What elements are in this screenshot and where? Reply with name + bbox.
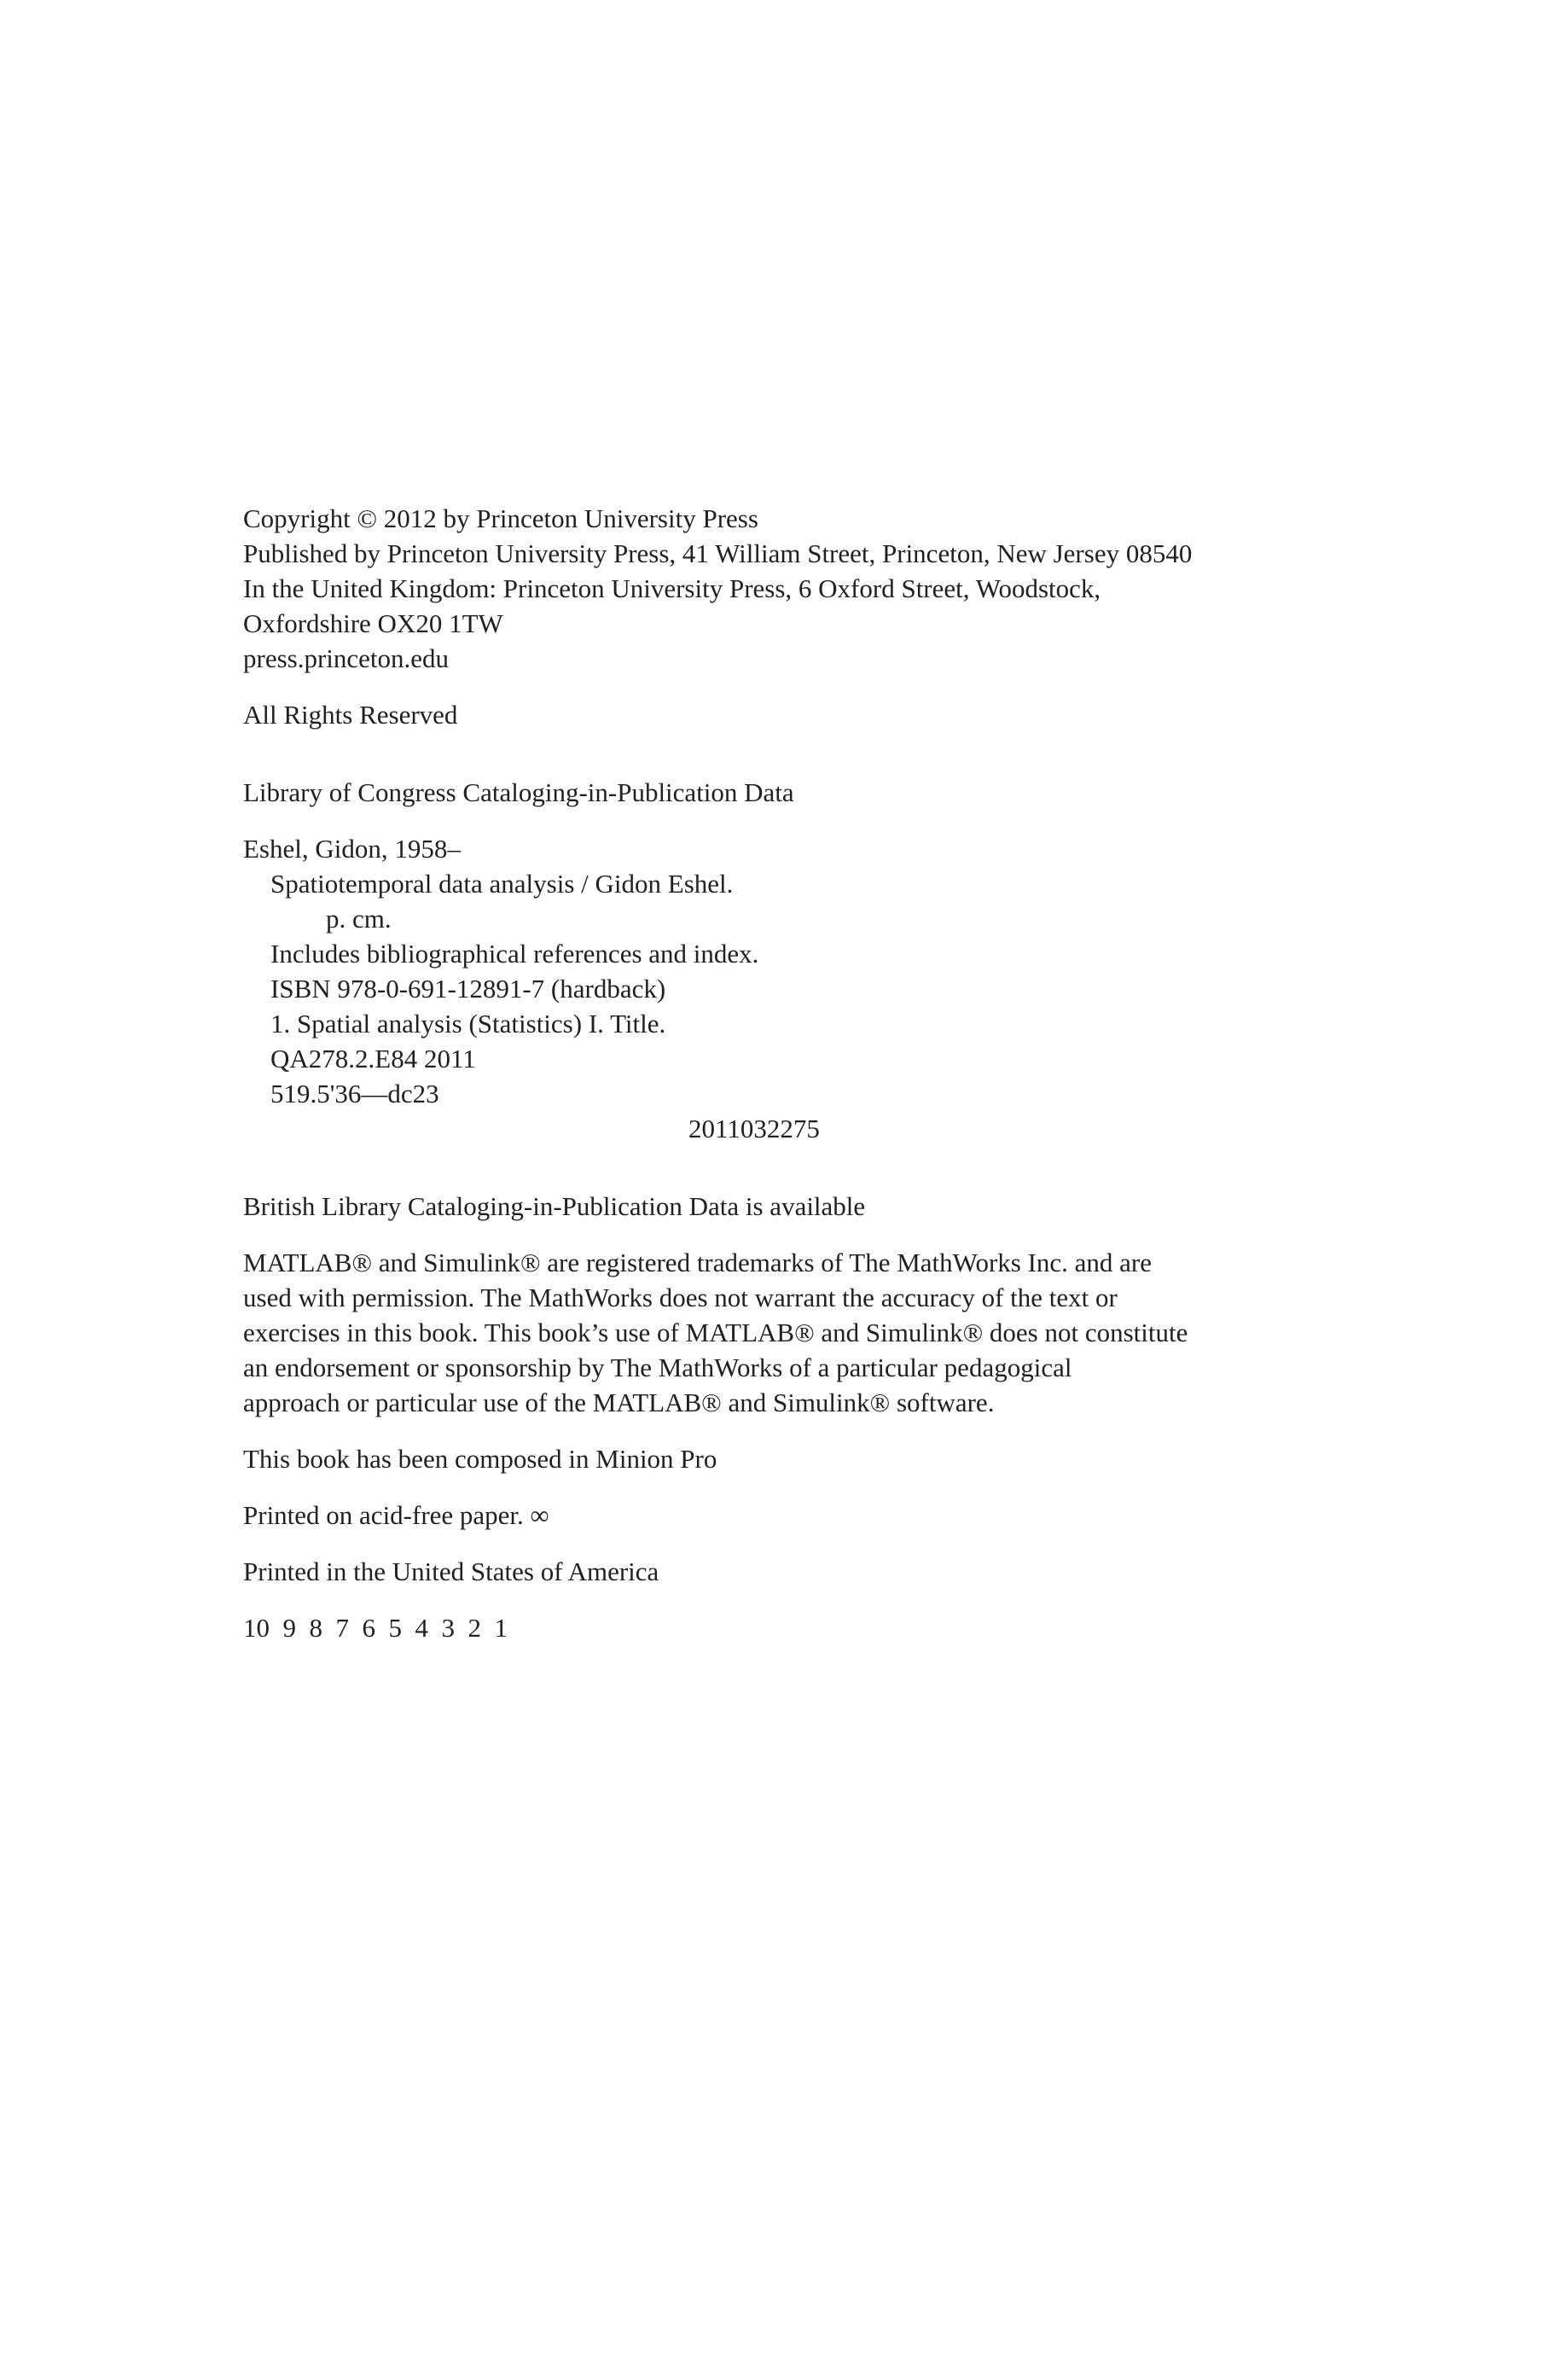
uk-address-line-2: Oxfordshire OX20 1TW xyxy=(243,608,503,638)
rights-statement: All Rights Reserved xyxy=(243,700,458,730)
copyright-line: Copyright © 2012 by Princeton University Press xyxy=(243,503,758,533)
printing-line: 10 9 8 7 6 5 4 3 2 1 xyxy=(243,1613,508,1643)
cip-title: Spatiotemporal data analysis / Gidon Eshel. xyxy=(270,869,734,899)
cip-notes: Includes bibliographical references and index. xyxy=(270,939,759,969)
trademark-line: approach or particular use of the MATLAB® and Simulink® software. xyxy=(243,1388,995,1417)
cip-dewey: 519.5'36—dc23 xyxy=(270,1079,439,1108)
cip-lc-class: QA278.2.E84 2011 xyxy=(270,1044,476,1073)
cip-heading: Library of Congress Cataloging-in-Publication Data xyxy=(243,777,794,807)
cip-subjects: 1. Spatial analysis (Statistics) I. Title. xyxy=(270,1009,666,1039)
cip-pages: p. cm. xyxy=(326,904,392,934)
trademark-line: MATLAB® and Simulink® are registered trademarks of The MathWorks Inc. and are xyxy=(243,1248,1153,1277)
trademark-line: used with permission. The MathWorks does not warrant the accuracy of the text or xyxy=(243,1283,1118,1312)
paper-note: Printed on acid-free paper. ∞ xyxy=(243,1500,549,1530)
copyright-page xyxy=(243,501,1523,1645)
uk-address-line-1: In the United Kingdom: Princeton University Press, 6 Oxford Street, Woodstock, xyxy=(243,573,1101,603)
cip-isbn: ISBN 978-0-691-12891-7 (hardback) xyxy=(270,974,666,1004)
trademark-line: an endorsement or sponsorship by The MathWorks of a particular pedagogical xyxy=(243,1353,1072,1382)
publisher-address: Published by Princeton University Press, 41 William Street, Princeton, New Jersey 08540 xyxy=(243,538,1193,568)
cip-author: Eshel, Gidon, 1958– xyxy=(243,834,461,864)
british-library-note: British Library Cataloging-in-Publication Data is available xyxy=(243,1191,866,1221)
cip-lccn: 2011032275 xyxy=(688,1114,820,1143)
printed-in-note: Printed in the United States of America xyxy=(243,1556,659,1586)
trademark-line: exercises in this book. This book’s use of MATLAB® and Simulink® does not constitute xyxy=(243,1318,1188,1347)
typeface-note: This book has been composed in Minion Pro xyxy=(243,1444,717,1474)
publisher-website: press.princeton.edu xyxy=(243,643,450,673)
trademark-notice xyxy=(243,1245,1523,1420)
